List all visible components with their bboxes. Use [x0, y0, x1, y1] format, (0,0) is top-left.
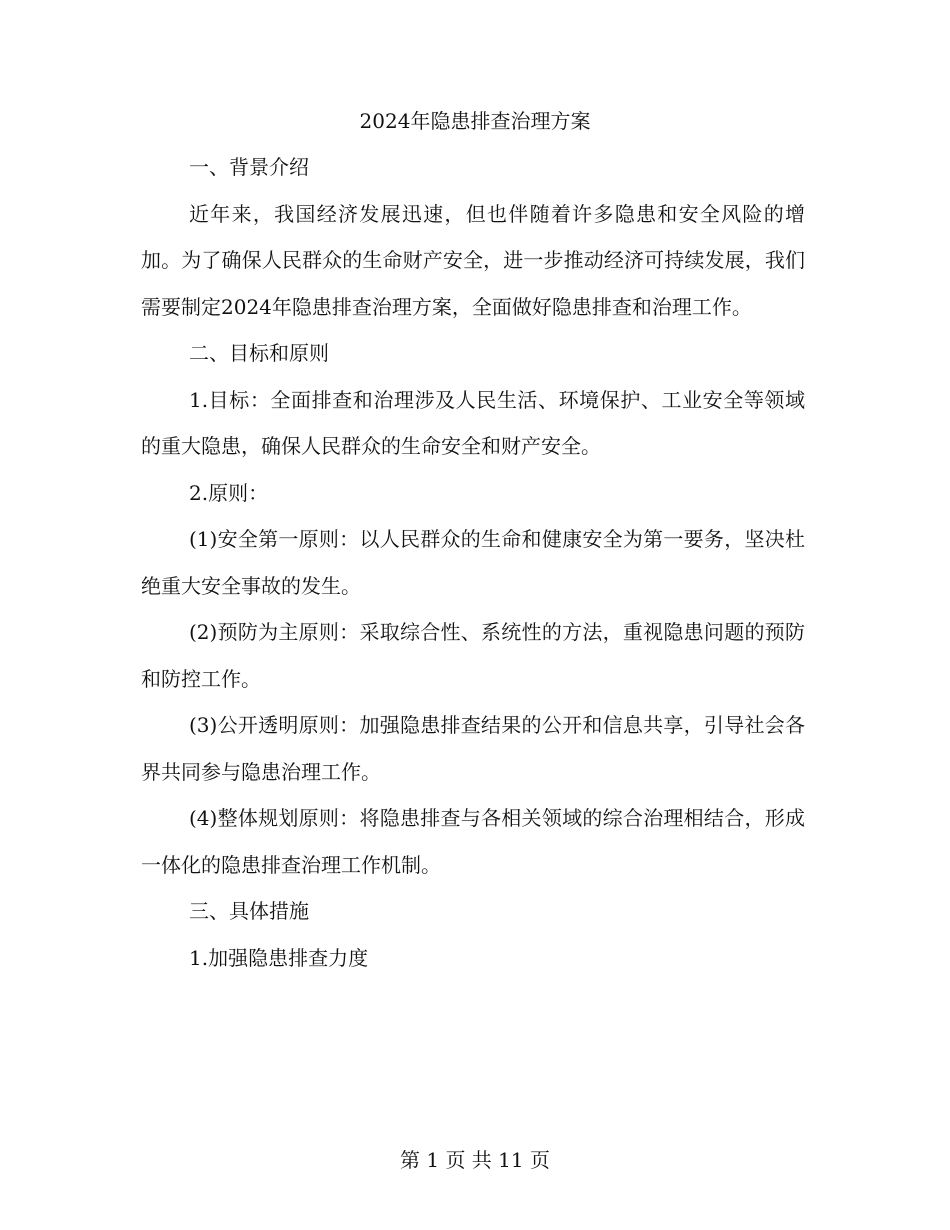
principle-3: (3)公开透明原则：加强隐患排查结果的公开和信息共享，引导社会各界共同参与隐患治理工作。 [141, 713, 805, 784]
section-heading-goals: 二、目标和原则 [189, 341, 329, 365]
principle-2: (2)预防为主原则：采取综合性、系统性的方法，重视隐患问题的预防和防控工作。 [141, 620, 805, 691]
paragraph-background: 近年来，我国经济发展迅速，但也伴随着许多隐患和安全风险的增加。为了确保人民群众的生命财产安全，进一步推动经济可持续发展，我们需要制定2024年隐患排查治理方案，全面做好隐患排查和治理工作。 [141, 201, 805, 319]
section-heading-measures: 三、具体措施 [189, 899, 309, 923]
measure-1: 1.加强隐患排查力度 [189, 945, 369, 970]
document-title: 2024年隐患排查治理方案 [359, 109, 591, 133]
document-body [141, 144, 805, 981]
principle-1: (1)安全第一原则：以人民群众的生命和健康安全为第一要务，坚决杜绝重大安全事故的发生。 [141, 527, 805, 598]
paragraph-goal: 1.目标：全面排查和治理涉及人民生活、环境保护、工业安全等领域的重大隐患，确保人民群众的生命安全和财产安全。 [141, 387, 805, 458]
paragraph-principles: 2.原则： [189, 480, 269, 505]
section-heading-background: 一、背景介绍 [189, 155, 309, 179]
principle-4: (4)整体规划原则：将隐患排查与各相关领域的综合治理相结合，形成一体化的隐患排查治理工作机制。 [141, 806, 805, 877]
page-footer: 第 1 页 共 11 页 [400, 1148, 550, 1172]
